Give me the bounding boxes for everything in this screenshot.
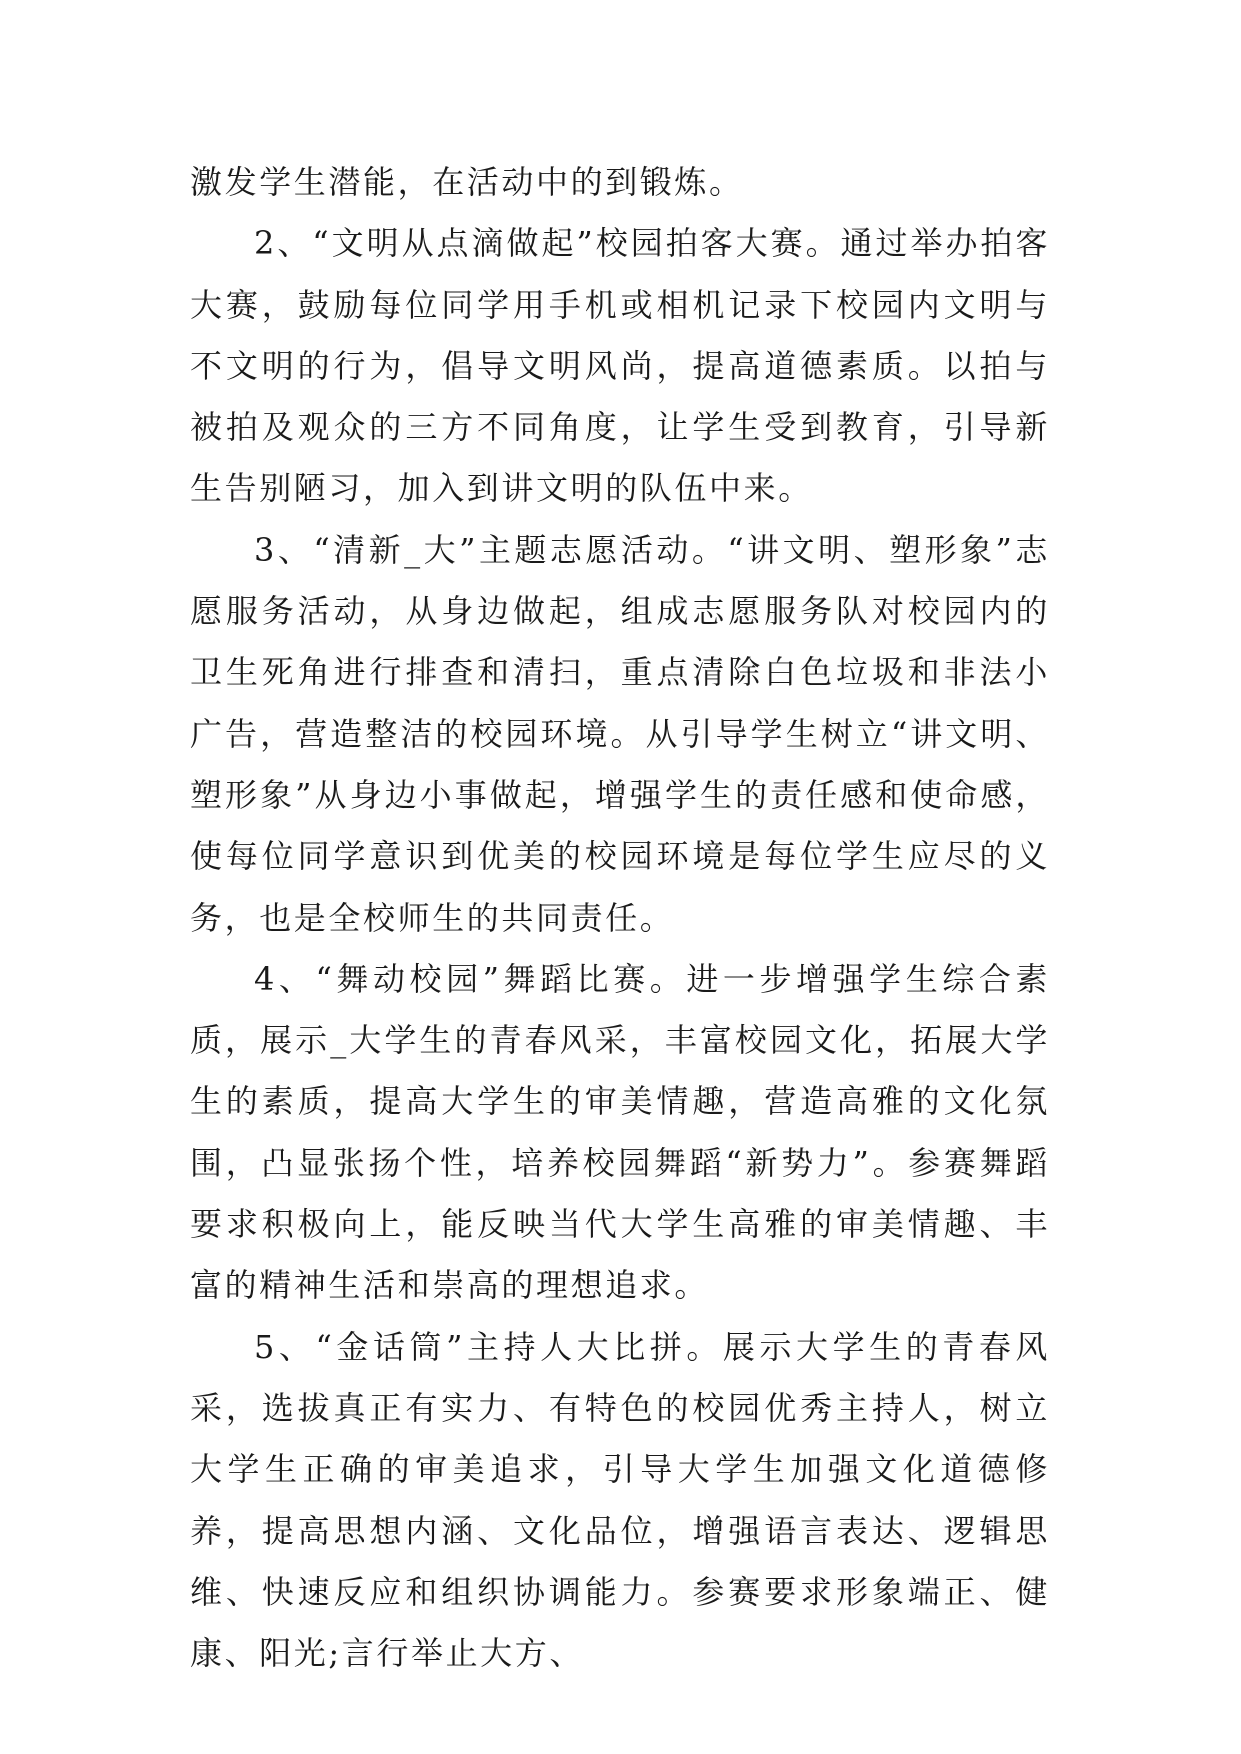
- paragraph-item-4: 4、“舞动校园”舞蹈比赛。进一步增强学生综合素质，展示_大学生的青春风采，丰富校园文化，拓展大学生的素质，提高大学生的审美情趣，营造高雅的文化氛围，凸显张扬个性，培养校园舞蹈“新势力”。参赛舞蹈要求积极向上，能反映当代大学生高雅的审美情趣、丰富的精神生活和崇高的理想追求。: [190, 959, 1050, 1305]
- paragraph-item-2: 2、“文明从点滴做起”校园拍客大赛。通过举办拍客大赛，鼓励每位同学用手机或相机记录下校园内文明与不文明的行为，倡导文明风尚，提高道德素质。以拍与被拍及观众的三方不同角度，让学生受到教育，引导新生告别陋习，加入到讲文明的队伍中来。: [190, 224, 1050, 508]
- paragraph-item-5: 5、“金话筒”主持人大比拼。展示大学生的青春风采，选拔真正有实力、有特色的校园优秀主持人，树立大学生正确的审美追求，引导大学生加强文化道德修养，提高思想内涵、文化品位，增强语言表达、逻辑思维、快速反应和组织协调能力。参赛要求形象端正、健康、阳光;言行举止大方、: [190, 1327, 1050, 1673]
- paragraph-continuation: 激发学生潜能，在活动中的到锻炼。: [190, 163, 744, 201]
- paragraph-item-3: 3、“清新_大”主题志愿活动。“讲文明、塑形象”志愿服务活动，从身边做起，组成志愿服务队对校园内的卫生死角进行排查和清扫，重点清除白色垃圾和非法小广告，营造整洁的校园环境。从引导学生树立“讲文明、塑形象”从身边小事做起，增强学生的责任感和使命感，使每位同学意识到优美的校园环境是每位学生应尽的义务，也是全校师生的共同责任。: [190, 530, 1050, 937]
- document-body: [190, 152, 1050, 1684]
